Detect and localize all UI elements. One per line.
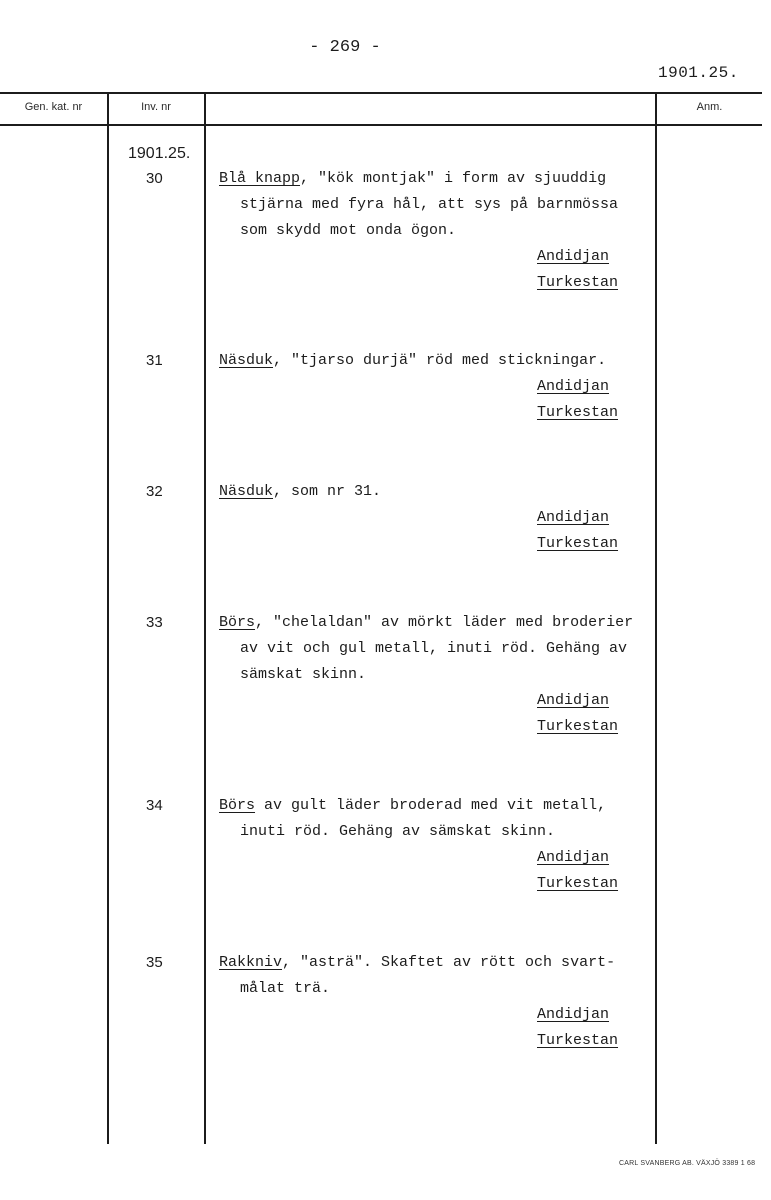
provenance-region: Turkestan	[537, 1032, 619, 1049]
column-header-anm: Anm.	[696, 101, 723, 113]
description-line: målat trä.	[240, 980, 331, 997]
inventory-number: 30	[146, 170, 163, 187]
provenance-region: Turkestan	[537, 404, 619, 421]
entry-description	[219, 610, 633, 688]
provenance-region: Turkestan	[537, 535, 619, 552]
description-text: , "kök montjak" i form av sjuuddig	[300, 170, 607, 187]
provenance-city: Andidjan	[537, 692, 610, 709]
description-line: inuti röd. Gehäng av sämskat skinn.	[240, 823, 556, 840]
provenance	[537, 688, 618, 740]
inventory-number: 34	[146, 797, 163, 814]
description-text: , "tjarso durjä" röd med stickningar.	[273, 352, 607, 369]
description-text: , "asträ". Skaftet av rött och svart-	[282, 954, 616, 971]
description-line: som skydd mot onda ögon.	[240, 222, 457, 239]
provenance-region: Turkestan	[537, 718, 619, 735]
object-title: Blå knapp	[219, 170, 301, 187]
column-divider-gen	[107, 92, 109, 1144]
object-title: Rakkniv	[219, 954, 283, 971]
column-divider-inv	[204, 92, 206, 1144]
description-line: av vit och gul metall, inuti röd. Gehäng av	[240, 640, 628, 657]
provenance	[537, 244, 618, 296]
column-divider-anm	[655, 92, 657, 1144]
column-header-inv-nr: Inv. nr	[141, 101, 171, 113]
entry-description	[219, 793, 606, 845]
provenance	[537, 374, 618, 426]
description-text: av gult läder broderad med vit metall,	[255, 797, 607, 814]
provenance-region: Turkestan	[537, 875, 619, 892]
table-header-rule	[0, 124, 762, 126]
entry-description	[219, 166, 618, 244]
object-title: Börs	[219, 797, 256, 814]
page-number: - 269 -	[309, 38, 381, 57]
object-title: Näsduk	[219, 352, 274, 369]
provenance-city: Andidjan	[537, 248, 610, 265]
printer-imprint: CARL SVANBERG AB. VÄXJÖ 3389 1 68	[619, 1160, 756, 1167]
description-line: stjärna med fyra hål, att sys på barnmössa	[240, 196, 619, 213]
provenance-city: Andidjan	[537, 509, 610, 526]
inventory-number: 33	[146, 614, 163, 631]
inventory-number: 31	[146, 352, 163, 369]
description-line: sämskat skinn.	[240, 666, 367, 683]
description-text: , "chelaldan" av mörkt läder med broderier	[255, 614, 634, 631]
provenance	[537, 505, 618, 557]
catalog-reference: 1901.25.	[658, 64, 739, 82]
inventory-number: 32	[146, 483, 163, 500]
object-title: Näsduk	[219, 483, 274, 500]
provenance-city: Andidjan	[537, 1006, 610, 1023]
provenance-city: Andidjan	[537, 378, 610, 395]
entry-description	[219, 950, 615, 1002]
provenance	[537, 1002, 618, 1054]
inventory-number: 35	[146, 954, 163, 971]
provenance-region: Turkestan	[537, 274, 619, 291]
provenance-city: Andidjan	[537, 849, 610, 866]
provenance	[537, 845, 618, 897]
object-title: Börs	[219, 614, 256, 631]
table-top-rule	[0, 92, 762, 94]
column-header-gen-kat-nr: Gen. kat. nr	[24, 101, 83, 113]
entry-description	[219, 348, 606, 374]
group-label: 1901.25.	[128, 145, 191, 162]
description-text: , som nr 31.	[273, 483, 382, 500]
entry-description	[219, 479, 381, 505]
